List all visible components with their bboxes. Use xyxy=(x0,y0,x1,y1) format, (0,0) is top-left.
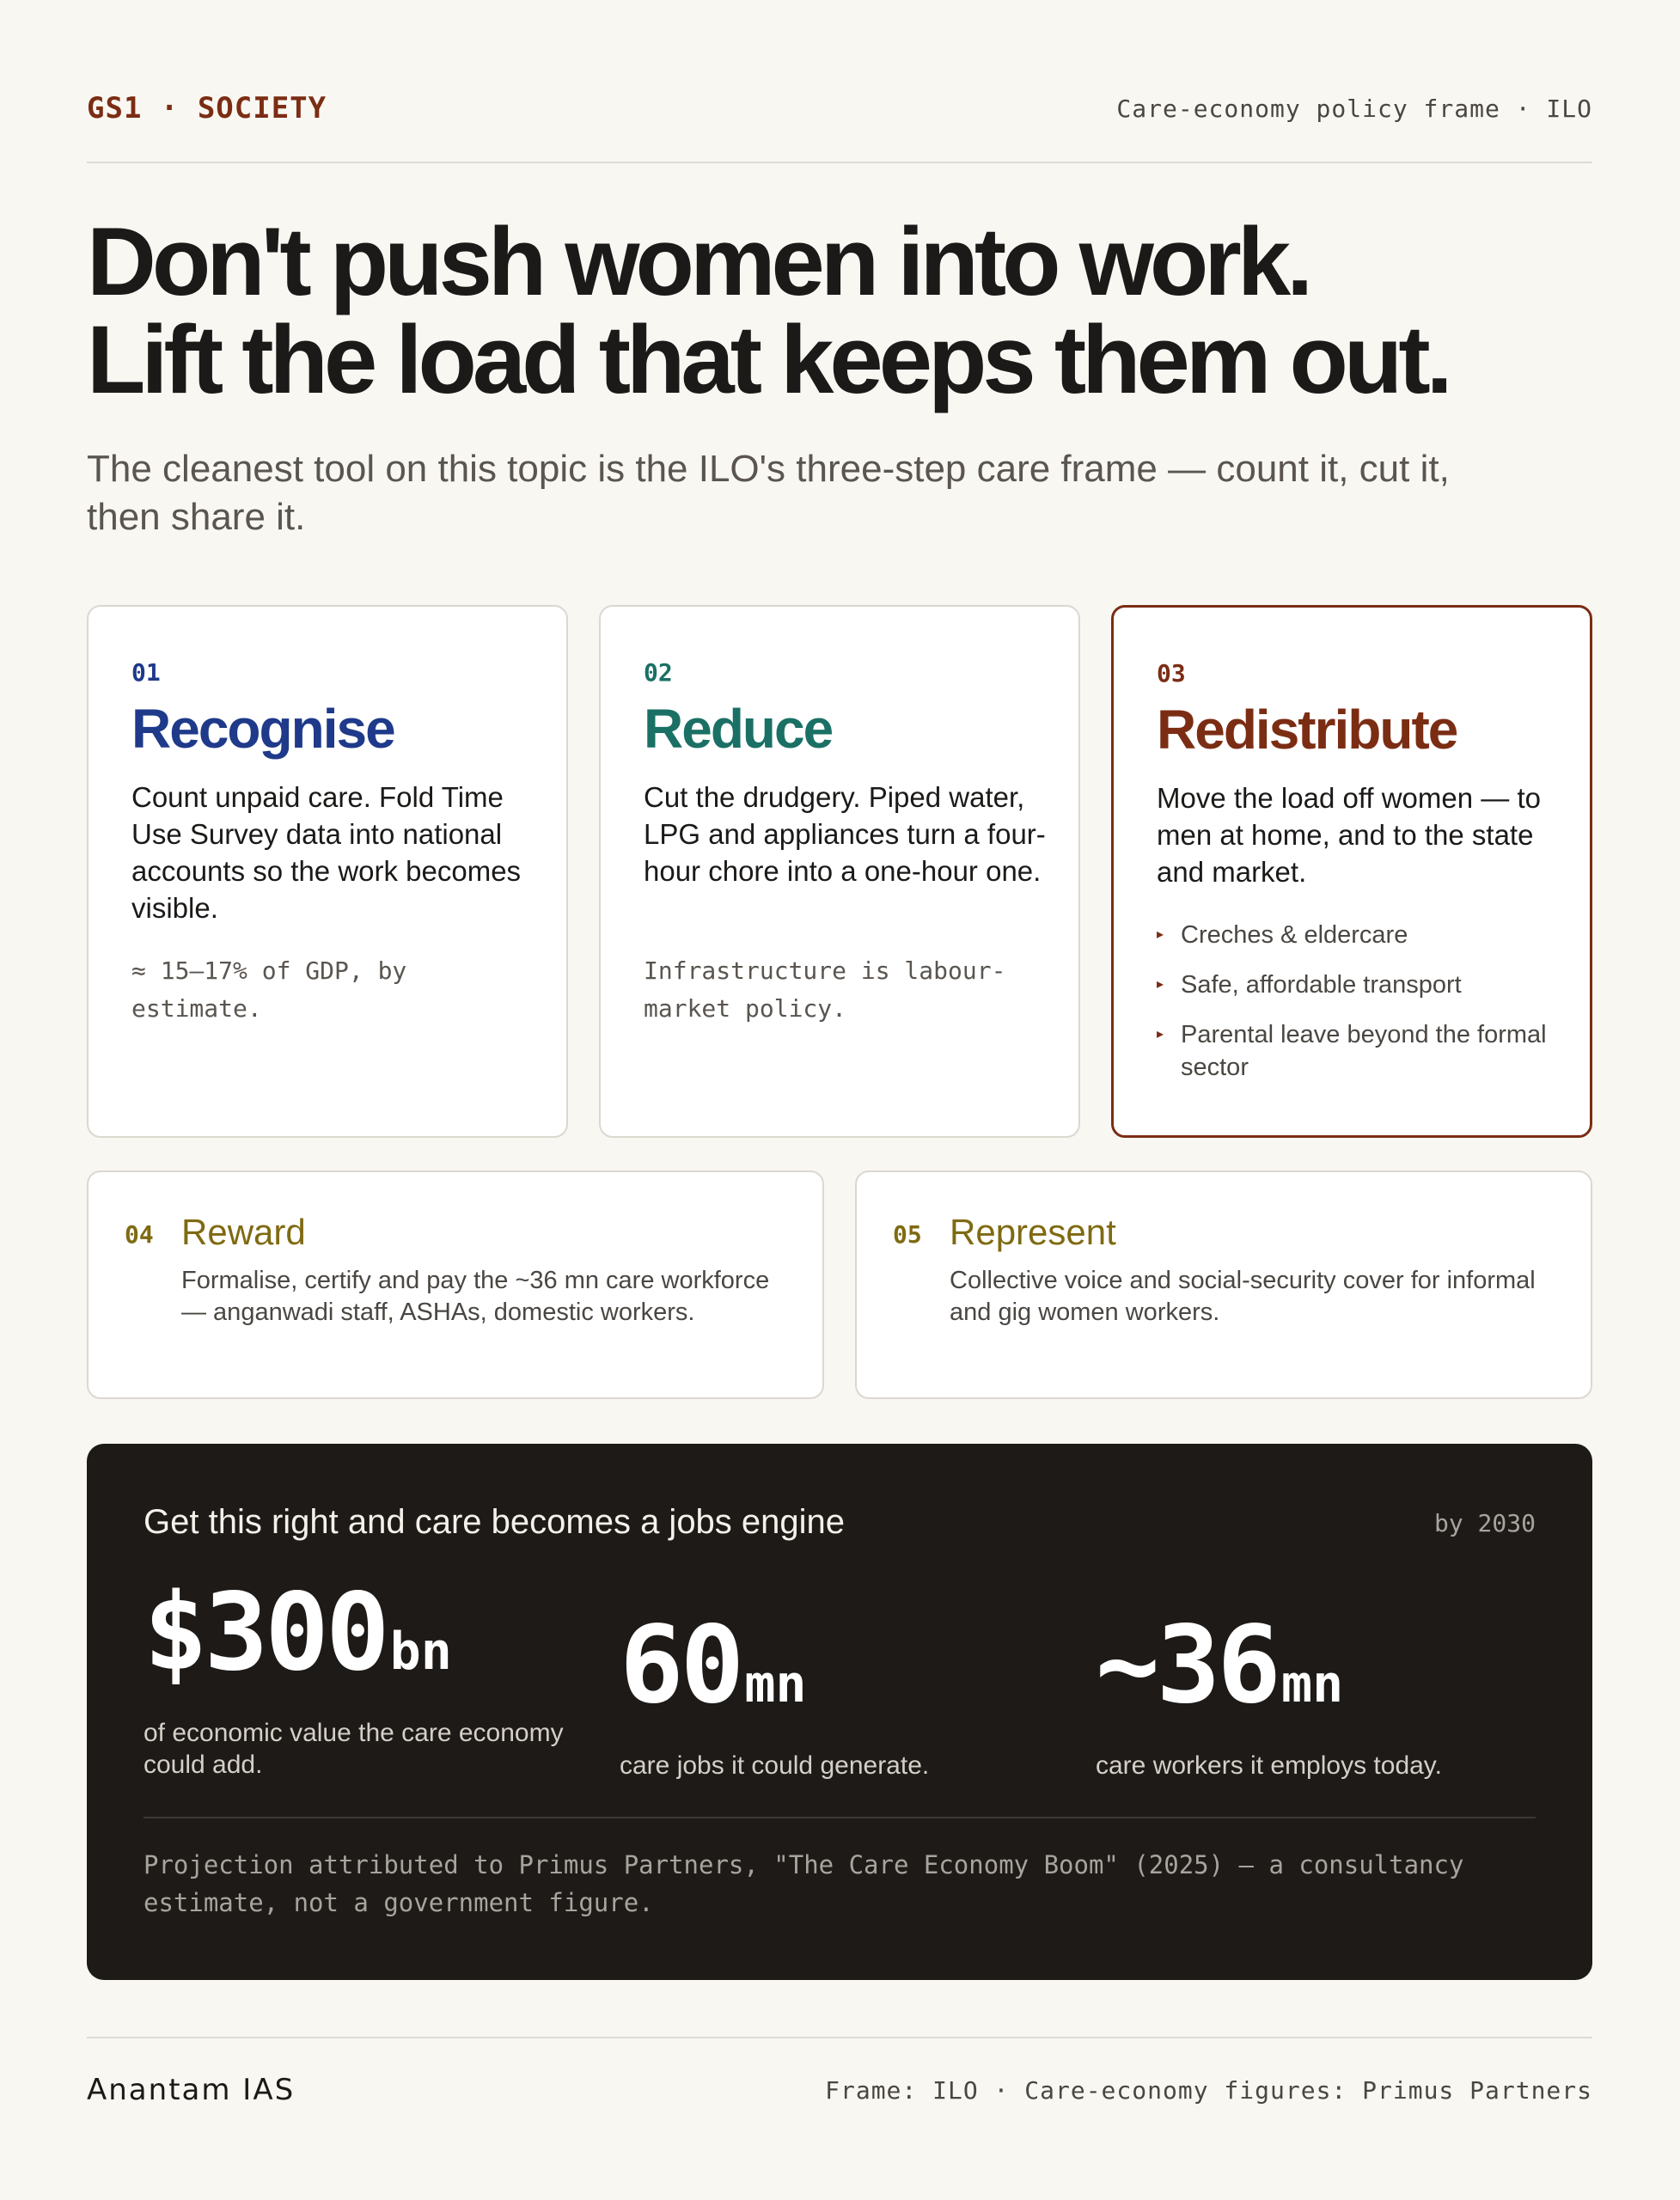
redistribute-list xyxy=(1157,919,1561,1101)
list-item-label: Safe, affordable transport xyxy=(1181,971,1462,999)
stat-figure xyxy=(620,1604,1066,1727)
stat-figure xyxy=(1096,1604,1543,1727)
step-title: Recognise xyxy=(131,698,394,760)
stat-unit: mn xyxy=(1280,1654,1344,1714)
step-number: 04 xyxy=(125,1220,154,1249)
brand-name: Anantam IAS xyxy=(87,2073,296,2107)
step-body: Cut the drudgery. Piped water, LPG and appliances turn a four-hour chore into a one-hour one. xyxy=(644,781,1046,887)
step-body: Count unpaid care. Fold Time Use Survey data into national accounts so the work becomes visible. xyxy=(131,781,522,924)
step-title: Represent xyxy=(950,1212,1116,1252)
step-note: Infrastructure is labour-market policy. xyxy=(644,956,1006,1023)
source-note: Projection attributed to Primus Partners, "The Care Economy Boom" (2025) — a consultancy estimate, not a government figure. xyxy=(144,1850,1464,1917)
footer xyxy=(87,2066,1592,2114)
top-bar xyxy=(87,86,1592,131)
stat-economic-value xyxy=(144,1571,590,1781)
stat-caption: care workers it employs today. xyxy=(1096,1751,1442,1780)
lede: The cleanest tool on this topic is the ILO's three-step care frame — count it, cut it, then share it. xyxy=(87,448,1450,538)
stat-workers xyxy=(1096,1604,1543,1781)
step-number: 01 xyxy=(131,658,161,687)
stat-value: ~36 xyxy=(1096,1604,1278,1727)
step-title: Reward xyxy=(181,1212,306,1252)
step-note: ≈ 15–17% of GDP, by estimate. xyxy=(131,956,407,1023)
headline-line-2: Lift the load that keeps them out. xyxy=(87,306,1449,413)
step-number: 02 xyxy=(644,658,673,687)
stat-jobs xyxy=(620,1604,1066,1781)
step-card-reduce xyxy=(599,605,1080,1138)
step-body: Formalise, certify and pay the ~36 mn care workforce — anganwadi staff, ASHAs, domestic workers. xyxy=(181,1267,770,1326)
page xyxy=(87,0,1592,2200)
step-card-redistribute xyxy=(1111,605,1592,1138)
triangle-bullet-icon: ▸ xyxy=(1157,927,1164,942)
stat-value: $300 xyxy=(144,1571,387,1695)
list-item-label: Parental leave beyond the formal sector xyxy=(1181,1021,1547,1081)
triangle-bullet-icon: ▸ xyxy=(1157,977,1164,992)
step-number: 05 xyxy=(893,1220,922,1249)
stat-figure xyxy=(144,1571,590,1695)
step-number: 03 xyxy=(1157,659,1186,688)
source-credits: Frame: ILO · Care-economy figures: Primus Partners xyxy=(825,2075,1592,2105)
headline xyxy=(87,208,1592,413)
list-item xyxy=(1157,919,1561,951)
extra-card-reward xyxy=(87,1170,824,1399)
section-kicker: GS1 · SOCIETY xyxy=(87,91,327,125)
step-body: Collective voice and social-security cover for informal and gig women workers. xyxy=(950,1267,1536,1326)
header-divider xyxy=(87,162,1592,163)
list-item xyxy=(1157,1018,1561,1084)
panel-title: Get this right and care becomes a jobs engine xyxy=(144,1503,846,1541)
stat-unit: bn xyxy=(389,1622,452,1682)
panel-divider xyxy=(144,1817,1536,1818)
stat-value: 60 xyxy=(620,1604,742,1727)
list-item-label: Creches & eldercare xyxy=(1181,921,1408,949)
context-label: Care-economy policy frame · ILO xyxy=(1116,94,1592,123)
step-body: Move the load off women — to men at home, and to the state and market. xyxy=(1157,782,1541,888)
jobs-engine-panel xyxy=(87,1444,1592,1980)
step-title: Redistribute xyxy=(1157,699,1457,761)
extra-card-represent xyxy=(855,1170,1592,1399)
step-card-recognise xyxy=(87,605,568,1138)
step-title: Reduce xyxy=(644,698,833,760)
stat-caption: care jobs it could generate. xyxy=(620,1751,930,1780)
panel-timeframe: by 2030 xyxy=(1433,1509,1536,1537)
stat-caption: of economic value the care economy could add. xyxy=(144,1719,564,1779)
footer-divider xyxy=(87,2037,1592,2038)
list-item xyxy=(1157,969,1561,1001)
stat-unit: mn xyxy=(744,1654,807,1714)
headline-line-1: Don't push women into work. xyxy=(87,208,1310,315)
triangle-bullet-icon: ▸ xyxy=(1157,1027,1164,1042)
